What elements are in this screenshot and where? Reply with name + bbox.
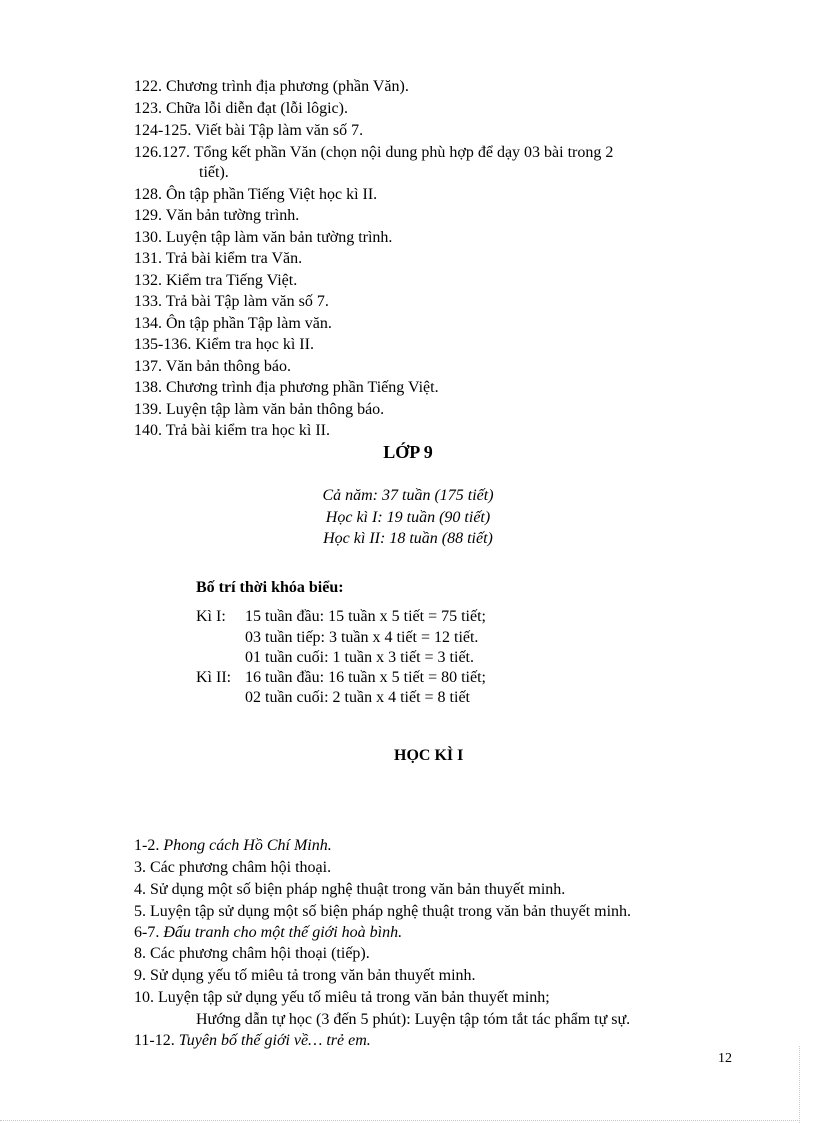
- grade-title: LỚP 9: [383, 442, 433, 462]
- list-item: 4. Sử dụng một số biện pháp nghệ thuật trong văn bản thuyết minh.: [134, 881, 566, 898]
- page-edge-bottom: [0, 1120, 800, 1122]
- list-item: 132. Kiểm tra Tiếng Việt.: [134, 272, 298, 289]
- list-item: 133. Trả bài Tập làm văn số 7.: [134, 293, 329, 310]
- list-item: 11-12. Tuyên bố thế giới về… trẻ em.: [134, 1032, 371, 1049]
- list-item: 134. Ôn tập phần Tập làm văn.: [134, 315, 332, 332]
- list-item: 3. Các phương châm hội thoại.: [134, 859, 332, 876]
- list-item: 126.127. Tổng kết phần Văn (chọn nội dung phù hợp để dạy 03 bài trong 2: [134, 144, 614, 161]
- list-item: 137. Văn bản thông báo.: [134, 358, 292, 375]
- term2-label: Kì II:: [196, 669, 232, 686]
- list-item: 128. Ôn tập phần Tiếng Việt học kì II.: [134, 186, 378, 203]
- page-edge-right: [799, 1046, 801, 1123]
- summary-line: Cả năm: 37 tuần (175 tiết): [322, 487, 494, 504]
- timetable-heading: Bố trí thời khóa biểu:: [196, 579, 344, 596]
- summary-line: Học kì I: 19 tuần (90 tiết): [325, 509, 491, 526]
- list-item: 1-2. Phong cách Hồ Chí Minh.: [134, 837, 332, 854]
- term1-label: Kì I:: [196, 608, 226, 625]
- list-item: 140. Trả bài kiểm tra học kì II.: [134, 422, 330, 439]
- semester-title: HỌC KÌ I: [394, 747, 464, 764]
- list-item: 129. Văn bản tường trình.: [134, 207, 300, 224]
- list-item: 10. Luyện tập sử dụng yếu tố miêu tả trong văn bản thuyết minh;: [134, 989, 550, 1006]
- summary-line: Học kì II: 18 tuần (88 tiết): [323, 530, 493, 547]
- list-item: 9. Sử dụng yếu tố miêu tả trong văn bản thuyết minh.: [134, 967, 476, 984]
- term1-line: 03 tuần tiếp: 3 tuần x 4 tiết = 12 tiết.: [245, 629, 479, 646]
- page-number: 12: [718, 1051, 732, 1066]
- list-item: 138. Chương trình địa phương phần Tiếng Việt.: [134, 379, 439, 396]
- list-item: 6-7. Đấu tranh cho một thế giới hoà bình.: [134, 924, 403, 941]
- list-item: 123. Chữa lỗi diễn đạt (lỗi lôgic).: [134, 100, 348, 117]
- list-item: 8. Các phương châm hội thoại (tiếp).: [134, 945, 370, 962]
- list-item: 135-136. Kiểm tra học kì II.: [134, 336, 314, 353]
- list-item: 139. Luyện tập làm văn bản thông báo.: [134, 401, 385, 418]
- list-item: 5. Luyện tập sử dụng một số biện pháp nghệ thuật trong văn bản thuyết minh.: [134, 903, 632, 920]
- list-item: 122. Chương trình địa phương (phần Văn).: [134, 78, 409, 95]
- term2-line: 16 tuần đầu: 16 tuần x 5 tiết = 80 tiết;: [245, 669, 486, 686]
- term2-line: 02 tuần cuối: 2 tuần x 4 tiết = 8 tiết: [245, 689, 470, 706]
- list-item: 131. Trả bài kiểm tra Văn.: [134, 250, 303, 267]
- list-item-continuation: Hướng dẫn tự học (3 đến 5 phút): Luyện tập tóm tắt tác phẩm tự sự.: [196, 1011, 631, 1028]
- term1-line: 15 tuần đầu: 15 tuần x 5 tiết = 75 tiết;: [245, 608, 486, 625]
- list-item-continuation: tiết).: [199, 164, 229, 181]
- list-item: 130. Luyện tập làm văn bản tường trình.: [134, 229, 393, 246]
- list-item: 124-125. Viết bài Tập làm văn số 7.: [134, 122, 364, 139]
- term1-line: 01 tuần cuối: 1 tuần x 3 tiết = 3 tiết.: [245, 649, 474, 666]
